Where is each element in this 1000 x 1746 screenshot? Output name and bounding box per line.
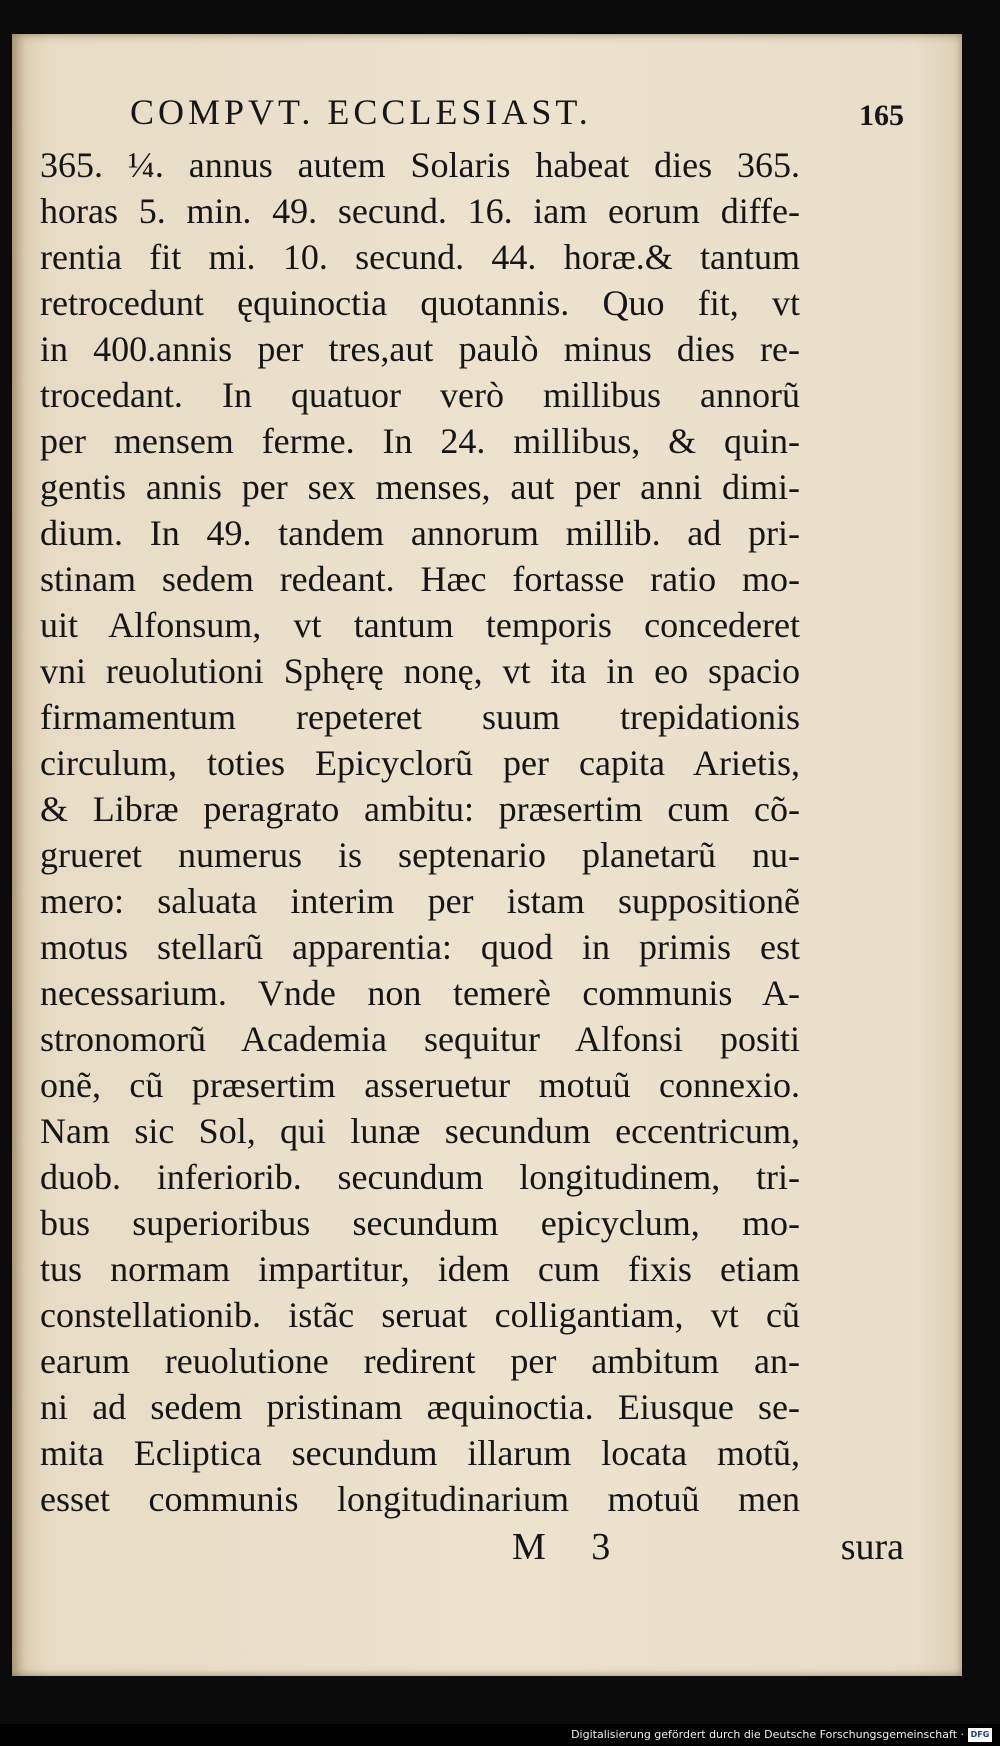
text-line: constellationib. istãc seruat colligantiam, vt cũ [40,1295,800,1335]
text-line: firmamentum repeteret suum trepidationis [40,697,800,737]
text-line: earum reuolutione redirent per ambitum an- [40,1341,800,1381]
text-line: vni reuolutioni Sphęrę nonę, vt ita in eo spacio [40,651,800,691]
text-line: uit Alfonsum, vt tantum temporis concederet [40,605,800,645]
page-footer [12,1522,904,1572]
text-line: stinam sedem redeant. Hæc fortasse ratio mo- [40,559,800,599]
text-body [40,142,800,1522]
text-line: per mensem ferme. In 24. millibus, & quin- [40,421,800,461]
credit-text: Digitalisierung gefördert durch die Deutsche Forschungsgemeinschaft · [571,1728,964,1741]
text-line: & Libræ peragrato ambitu: præsertim cum cõ- [40,789,800,829]
signature-mark: M 3 [512,1526,629,1568]
text-line: circulum, toties Epicyclorũ per capita Arietis, [40,743,800,783]
text-line: mita Ecliptica secundum illarum locata motũ, [40,1433,800,1473]
text-line: motus stellarũ apparentia: quod in primis est [40,927,800,967]
text-line: gentis annis per sex menses, aut per anni dimi- [40,467,800,507]
text-line: mero: saluata interim per istam suppositionẽ [40,881,800,921]
text-line: grueret numerus is septenario planetarũ nu- [40,835,800,875]
text-line: duob. inferiorib. secundum longitudinem, tri- [40,1157,800,1197]
page-number: 165 [859,99,904,132]
text-line: stronomorũ Academia sequitur Alfonsi positi [40,1019,800,1059]
text-line: necessarium. Vnde non temerè communis A- [40,973,800,1013]
text-line: retrocedunt ęquinoctia quotannis. Quo fit, vt [40,283,800,323]
running-head: COMPVT. ECCLESIAST. [130,92,592,132]
dfg-logo: DFG [968,1728,992,1742]
text-line: ni ad sedem pristinam æquinoctia. Eiusque se- [40,1387,800,1427]
page-header [130,84,904,140]
credit-bar [0,1724,1000,1746]
text-line: bus superioribus secundum epicyclum, mo- [40,1203,800,1243]
text-line: trocedant. In quatuor verò millibus annorũ [40,375,800,415]
text-line: rentia fit mi. 10. secund. 44. horæ.& tantum [40,237,800,277]
text-line: esset communis longitudinarium motuũ men [40,1479,800,1519]
catchword: sura [840,1526,904,1568]
text-line: Nam sic Sol, qui lunæ secundum eccentricum, [40,1111,800,1151]
book-page [12,34,962,1676]
text-line: onẽ, cũ præsertim asseruetur motuũ connexio. [40,1065,800,1105]
text-line: dium. In 49. tandem annorum millib. ad pri- [40,513,800,553]
text-line: horas 5. min. 49. secund. 16. iam eorum diffe- [40,191,800,231]
text-line: in 400.annis per tres,aut paulò minus dies re- [40,329,800,369]
text-line: 365. ¼. annus autem Solaris habeat dies 365. [40,145,800,185]
text-line: tus normam impartitur, idem cum fixis etiam [40,1249,800,1289]
